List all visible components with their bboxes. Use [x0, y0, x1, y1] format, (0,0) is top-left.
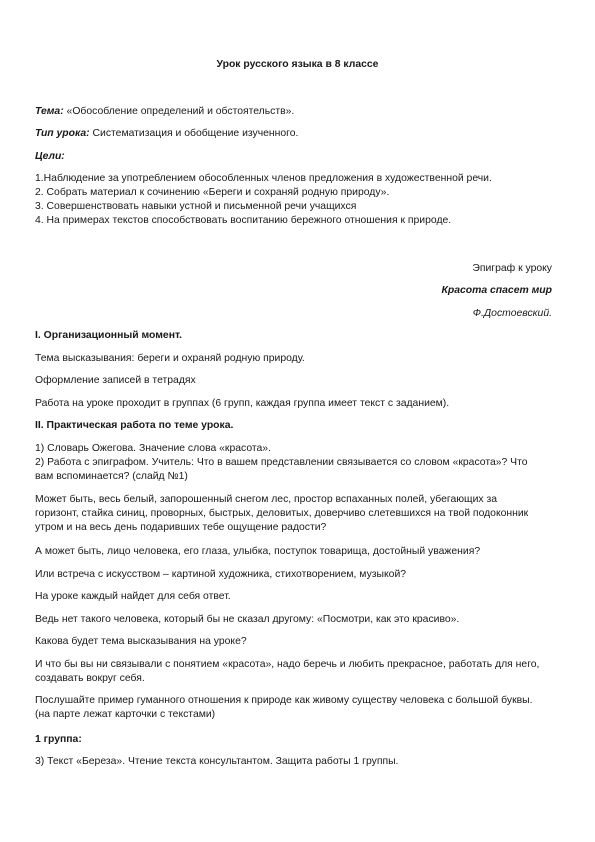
paragraph-line: Какова будет тема высказывания на уроке?: [35, 636, 247, 647]
lesson-type-label: Тип урока:: [35, 128, 90, 139]
paragraph-line: Может быть, весь белый, запорошенный снегом лес, простор вспаханных полей, убегающих за: [35, 494, 498, 505]
lesson-type-line: [35, 127, 298, 141]
group-text: 3) Текст «Береза». Чтение текста консультантом. Защита работы 1 группы.: [35, 756, 399, 767]
paragraph-line: И что бы вы ни связывали с понятием «красота», надо беречь и любить прекрасное, работать для него,: [35, 659, 540, 670]
goal-item: 4. На примерах текстов способствовать воспитанию бережного отношения к природе.: [35, 215, 452, 226]
paragraph-line: На уроке каждый найдет для себя ответ.: [35, 591, 231, 602]
epigraph-label: Эпиграф к уроку: [472, 263, 552, 274]
topic-label: Тема:: [35, 106, 64, 117]
section1-line: Тема высказывания: береги и охраняй родную природу.: [35, 353, 305, 364]
paragraph-line: Или встреча с искусством – картиной художника, стихотворением, музыкой?: [35, 569, 407, 580]
lesson-type-text: Систематизация и обобщение изученного.: [89, 128, 299, 139]
topic-line: [35, 105, 294, 119]
page-title: Урок русского языка в 8 классе: [216, 59, 379, 70]
goal-item: 3. Совершенствовать навыки устной и письменной речи учащихся: [35, 201, 357, 212]
goal-item: 2. Собрать материал к сочинению «Береги и сохраняй родную природу».: [35, 187, 390, 198]
paragraph-line: (на парте лежат карточки с текстами): [35, 709, 216, 720]
paragraph-line: Послушайте пример гуманного отношения к природе как живому существу человека с большой буквы.: [35, 695, 533, 706]
paragraph-line: горизонт, стайка синиц, проворных, быстрых, деловитых, доверчиво слетевшихся на твой подоконник: [35, 508, 529, 519]
section2-item: вам вспоминается? (слайд №1): [35, 471, 188, 482]
group-heading: 1 группа:: [35, 734, 82, 745]
section2-item: 1) Словарь Ожегова. Значение слова «красота».: [35, 443, 271, 454]
section1-line: Оформление записей в тетрадях: [35, 375, 196, 386]
goals-label: Цели:: [35, 151, 65, 162]
section1-line: Работа на уроке проходит в группах (6 групп, каждая группа имеет текст с заданием).: [35, 398, 450, 409]
paragraph-line: А может быть, лицо человека, его глаза, улыбка, поступок товарища, достойный уважения?: [35, 546, 481, 557]
topic-text: «Обособление определений и обстоятельств».: [63, 106, 295, 117]
epigraph-author: Ф.Достоевский.: [472, 308, 552, 319]
section2-item: 2) Работа с эпиграфом. Учитель: Что в вашем представлении связывается со словом «красота»? Что: [35, 457, 528, 468]
goal-item: 1.Наблюдение за употреблением обособленных членов предложения в художественной речи.: [35, 173, 492, 184]
paragraph-line: создавать вокруг себя.: [35, 673, 145, 684]
section1-heading: I. Организационный момент.: [35, 330, 183, 341]
section2-heading: II. Практическая работа по теме урока.: [35, 420, 234, 431]
epigraph-quote: Красота спасет мир: [441, 285, 552, 296]
paragraph-line: Ведь нет такого человека, который бы не сказал другому: «Посмотри, как это красиво».: [35, 614, 460, 625]
paragraph-line: утром и на весь день подаривших тебе ощущение радости?: [35, 522, 327, 533]
